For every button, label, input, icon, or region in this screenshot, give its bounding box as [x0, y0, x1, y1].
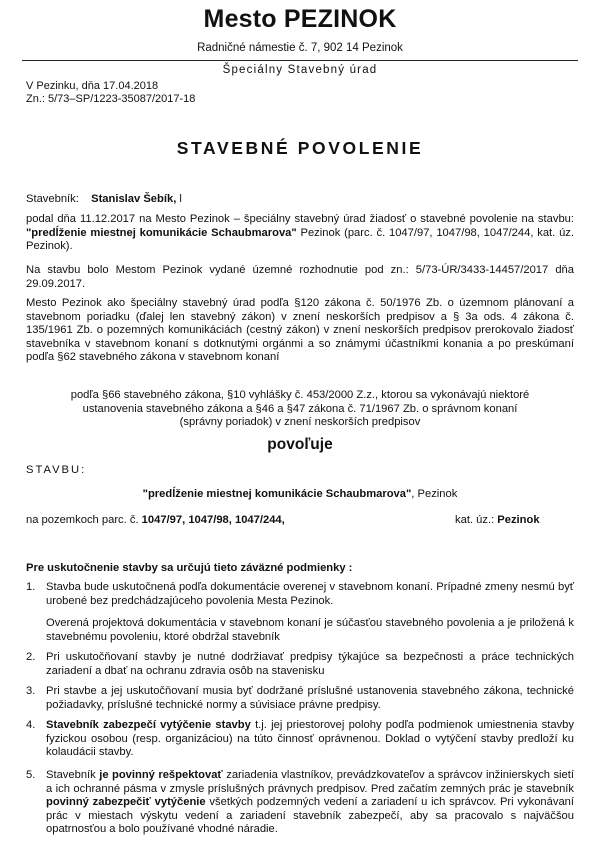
condition-bold: povinný zabezpečiť vytýčenie [46, 796, 206, 809]
office-name: Špeciálny Stavebný úrad [222, 64, 378, 76]
cadastre-label: kat. úz.: [455, 514, 498, 526]
file-number: Zn.: 5/73–SP/1223-35087/2017-18 [26, 93, 196, 105]
document-title: STAVEBNÉ POVOLENIE [176, 138, 424, 158]
cadastre-line [455, 514, 540, 528]
condition-text [46, 769, 574, 837]
construction-name-line [0, 488, 600, 502]
construction-label: STAVBU: [26, 464, 87, 476]
condition-number: 1. [26, 581, 36, 593]
paragraph-procedure: Mesto Pezinok ako špeciálny stavebný úrad podľa §120 zákona č. 50/1976 Zb. o územnom plánovaní a stavebnom poriadku (ďalej len stavebný zákon) v znení neskorších predpisov a § 3a ods. 4 zákona č. 135/1961 Zb. o pozemných komunikáciách (cestný zákon) v znení neskorších predpisov prerokovalo žiadosť stavebníka v stavebnom konaní s dotknutými orgánmi a so známymi účastníkmi konania a po preskúmaní podľa §62 stavebného zákona v stavebnom konaní [26, 297, 574, 364]
conditions-heading: Pre uskutočnenie stavby sa určujú tieto záväzné podmienky : [26, 562, 353, 574]
condition-rest: všetkých podzemných vedení a zariadení u ich správcov. Pri vykonávaní prác v miestach výskytu vedení a zariadení stavebník zabezpečí, aby sa pracovalo s najväčšou opatrnosťou a bolo používané vhodné náradie. [46, 796, 574, 836]
condition-item [26, 685, 574, 712]
condition-item [26, 769, 574, 837]
condition-bold: je povinný rešpektovať [99, 769, 223, 781]
parcel-prefix: na pozemkoch parc. č. [26, 514, 142, 526]
cadastre-value: Pezinok [497, 514, 540, 526]
paragraph-text: podal dňa 11.12.2017 na Mesto Pezinok – špeciálny stavebný úrad žiadosť o stavebné povolenie na stavbu: [26, 213, 574, 225]
paragraph-text: Pezinok (parc. č. 1047/97, 1047/98, 1047/244, kat. úz. Pezinok). [26, 226, 574, 253]
construction-town: , Pezinok [411, 488, 458, 500]
condition-number: 4. [26, 719, 36, 731]
paragraph-legal-basis: podľa §66 stavebného zákona, §10 vyhlášky č. 453/2000 Z.z., ktorou sa vykonávajú niektoré ustanovenia stavebného zákona a §46 a §47 zákona č. 71/1967 Zb. o správnom konaní (správny poriadok) v znení neskorších predpisov [70, 389, 530, 429]
condition-rest: t.j. jej priestorovej polohy podľa podmienok umiestnenia stavby fyzickou osobou (resp. organizáciou) na túto činnosť oprávnenou. Doklad o vytýčení stavby predloží ku kolaudácii stavby. [46, 719, 574, 759]
applicant-line [26, 193, 182, 207]
parcel-line [26, 514, 285, 528]
condition-rest: zariadenia vlastníkov, prevádzkovateľov a správcov inžinierskych sietí a ich ochranné pásma v zmysle príslušných právnych predpisov. Pred začatím zemných prác je stavebník [46, 769, 574, 795]
project-name-bold: "predĺženie miestnej komunikácie Schaubmarova" [26, 226, 297, 239]
condition-bold: Stavebník zabezpečí vytýčenie stavby [46, 719, 251, 731]
condition-subparagraph: Overená projektová dokumentácia v stavebnom konaní je súčasťou stavebného povolenia a je priložená k stavebnému povoleniu, ktoré obdržal stavebník [46, 617, 574, 643]
applicant-name: Stanislav Šebík, [91, 193, 177, 205]
condition-text: Stavba bude uskutočnená podľa dokumentácie overenej v stavebnom konaní. Prípadné zmeny nesmú byť urobené bez predchádzajúceho povolenia Mesta Pezinok. [46, 581, 574, 607]
condition-item [26, 651, 574, 678]
condition-text: Pri stavbe a jej uskutočňovaní musia byť dodržané príslušné ustanovenia stavebného zákona, technické požiadavky, príslušné technické normy a súvisiace právne predpisy. [46, 685, 574, 711]
parcel-numbers: 1047/97, 1047/98, 1047/244, [141, 514, 285, 526]
condition-rest: Stavebník [46, 769, 100, 781]
condition-number: 3. [26, 685, 36, 697]
condition-number: 2. [26, 651, 36, 663]
permits-heading: povoľuje [267, 436, 333, 453]
header-divider [22, 60, 578, 61]
paragraph-application [26, 213, 574, 254]
reference-block [26, 80, 195, 106]
city-address: Radničné námestie č. 7, 902 14 Pezinok [197, 42, 403, 54]
applicant-suffix: l [179, 193, 182, 205]
paragraph-zoning-decision: Na stavbu bolo Mestom Pezinok vydané územné rozhodnutie pod zn.: 5/73-ÚR/3433-14457/2017 dňa 29.09.2017. [26, 264, 574, 290]
condition-text [46, 719, 574, 760]
applicant-label: Stavebník: [26, 193, 79, 205]
city-title: Mesto PEZINOK [203, 5, 397, 33]
date-line: V Pezinku, dňa 17.04.2018 [26, 80, 159, 92]
condition-item [26, 581, 574, 608]
construction-name: "predĺženie miestnej komunikácie Schaubmarova" [142, 488, 412, 500]
condition-text: Pri uskutočňovaní stavby je nutné dodržiavať predpisy týkajúce sa bezpečnosti a práce technických zariadení a dbať na ochranu zdravia osôb na stavenisku [46, 651, 574, 677]
condition-item [26, 719, 574, 760]
condition-number: 5. [26, 769, 36, 781]
